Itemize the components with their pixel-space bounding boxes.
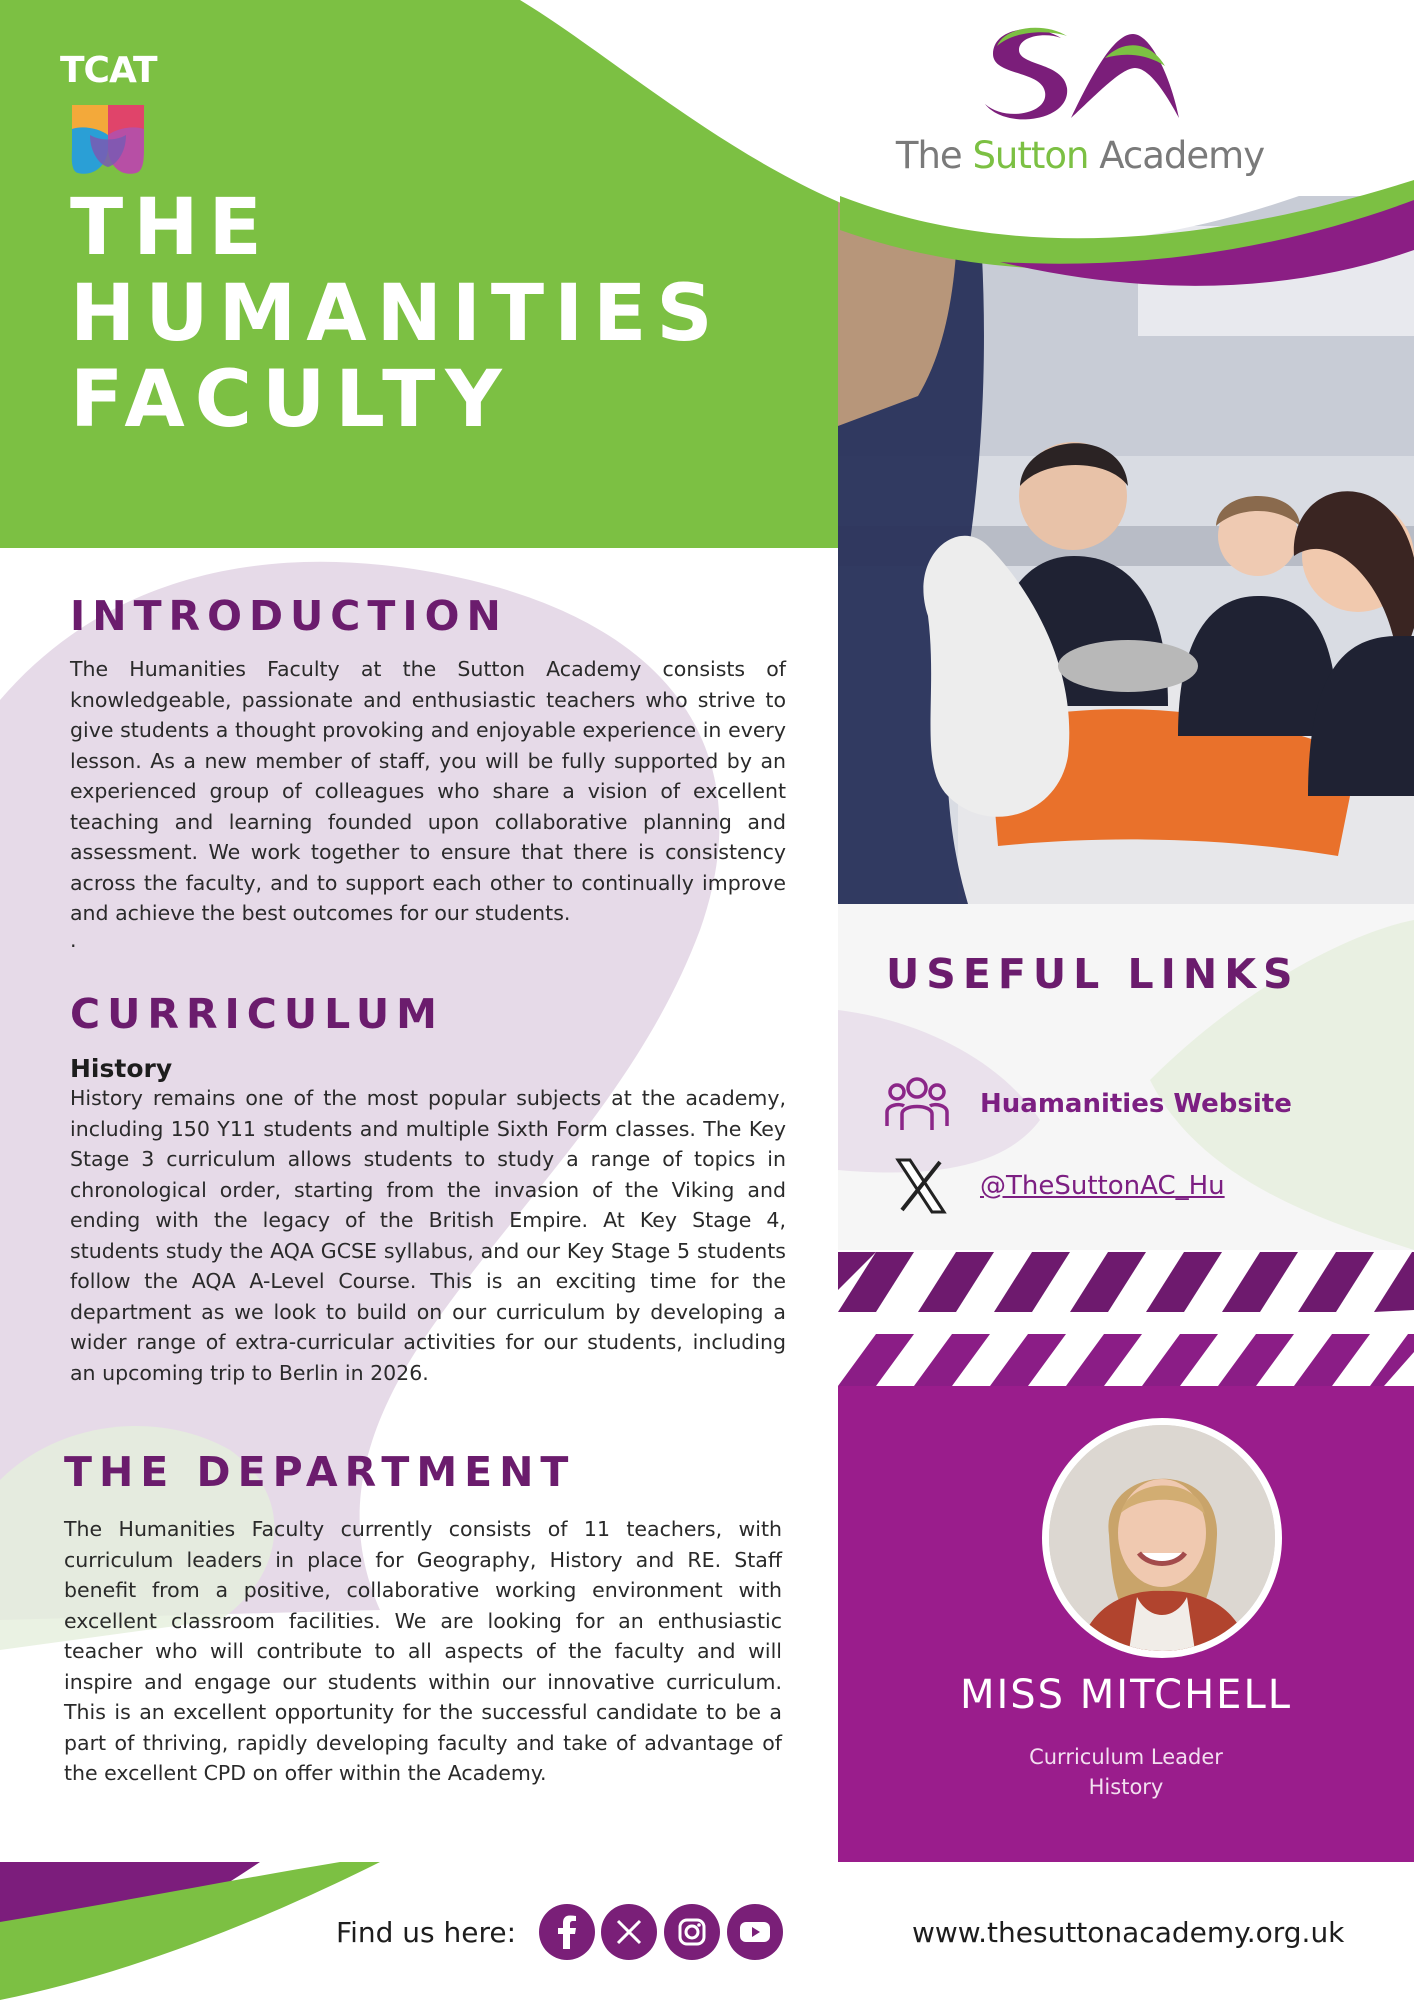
staff-role [838,1742,1414,1802]
title-line-3: FACULTY [70,355,512,445]
introduction-trailing-dot: . [70,927,77,952]
curriculum-subheading: History [70,1054,173,1083]
staff-portrait [1049,1425,1275,1651]
brand-prefix: The [895,134,973,177]
x-logo-icon [892,1154,950,1218]
sutton-academy-wordmark [880,134,1280,177]
staff-role-subject: History [1088,1775,1164,1799]
department-heading: THE DEPARTMENT [64,1448,576,1496]
tcat-label: TCAT [60,50,157,91]
staff-name: MISS MITCHELL [959,1672,1293,1718]
title-line-1: THE [70,183,272,273]
find-us-label: Find us here: [336,1916,517,1949]
curriculum-body: History remains one of the most popular subjects at the academy, including 150 Y11 students and multiple Sixth Form classes. The Key Stage 3 curriculum allows students to study a range of topics in chronological order, starting from the invasion of the Viking and ending with the legacy of the British Empire. At Key Stage 4, students study the AQA GCSE syllabus, and our Key Stage 5 students follow the AQA A-Level Course. This is an exciting time for the department as we look to build on our curriculum by developing a wider range of extra-curricular activities for our students, including an upcoming trip to Berlin in 2026. [70,1086,786,1385]
people-group-icon [884,1074,950,1134]
introduction-heading: INTRODUCTION [70,592,508,640]
sutton-sa-emblem-icon [975,18,1185,130]
department-section [64,1448,782,1789]
classroom-photo [838,196,1414,904]
decorative-stripes [838,1252,1414,1386]
department-body: The Humanities Faculty currently consists of 11 teachers, with curriculum leaders in place for Geography, History and RE. Staff benefit from a positive, collaborative working environment with excellent classroom facilities. We are looking for an enthusiastic teacher who will contribute to all aspects of the faculty and will inspire and engage our students within our innovative curriculum. This is an excellent opportunity for the successful candidate to be a part of thriving, rapidly developing faculty and take of advantage of the excellent CPD on offer within the Academy. [64,1517,782,1785]
introduction-body: The Humanities Faculty at the Sutton Academy consists of knowledgeable, passionate and enthusiastic teachers who strive to give students a thought provoking and enjoyable experience in every lesson. As a new member of staff, you will be fully supported by an experienced group of colleagues who share a vision of excellent teaching and learning founded upon collaborative planning and assessment. We work together to ensure that there is consistency across the faculty, and to support each other to continually improve and achieve the best outcomes for our students. [70,657,786,925]
staff-avatar [1042,1418,1282,1658]
humanities-website-link-row[interactable] [884,1074,1292,1134]
curriculum-heading: CURRICULUM [70,990,444,1038]
brand-suffix: Academy [1088,134,1265,177]
youtube-icon[interactable] [727,1904,783,1960]
introduction-section [70,592,786,951]
sutton-academy-logo [880,18,1280,177]
classroom-illustration [838,196,1414,904]
twitter-handle-link[interactable]: @TheSuttonAC_Hu [980,1171,1225,1201]
curriculum-section [70,990,786,1388]
staff-role-title: Curriculum Leader [1029,1745,1223,1769]
instagram-icon[interactable] [664,1904,720,1960]
website-url[interactable]: www.thesuttonacademy.org.uk [912,1916,1345,1949]
title-line-2: HUMANITIES [70,269,723,359]
facebook-icon[interactable] [539,1904,595,1960]
x-icon[interactable] [601,1904,657,1960]
humanities-website-link[interactable]: Huamanities Website [980,1089,1292,1119]
twitter-link-row[interactable] [892,1154,1225,1218]
useful-links-heading: USEFUL LINKS [886,950,1300,998]
brand-accent: Sutton [972,134,1089,177]
